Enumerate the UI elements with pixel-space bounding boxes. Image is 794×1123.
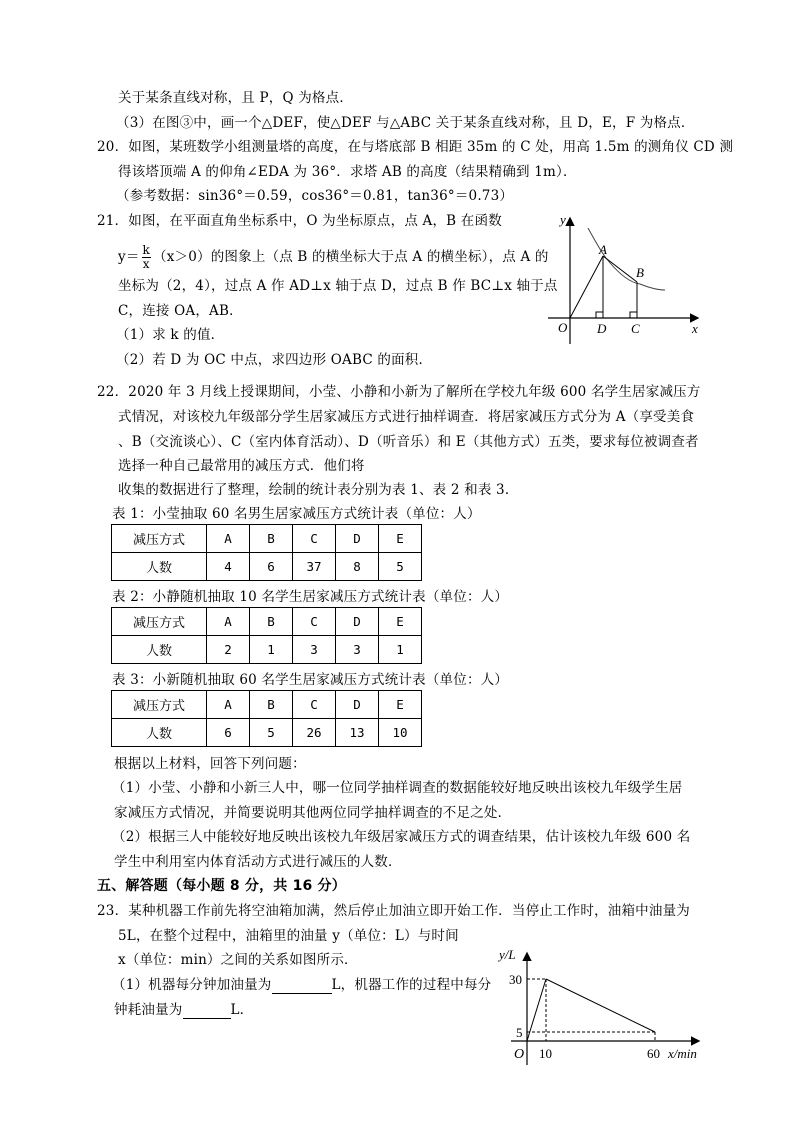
table-row-label: 人数 <box>112 636 207 664</box>
table-cell: 5 <box>379 553 422 581</box>
table-row <box>112 691 422 719</box>
table-1 <box>111 524 422 581</box>
question-20-line: 得该塔顶端 A 的仰角∠EDA 为 36°．求塔 AB 的高度（结果精确到 1m）． <box>118 164 577 180</box>
question-21-line: 坐标为（2，4），过点 A 作 AD⊥x 轴于点 D，过点 B 作 BC⊥x 轴于点 <box>118 278 558 294</box>
question-23-line: 5L，在整个过程中，油箱里的油量 y（单位：L）与时间 <box>118 928 459 944</box>
table-row <box>112 525 422 553</box>
question-22-line: 、B（交流谈心）、C（室内体育活动）、D（听音乐）和 E（其他方式）五类，要求每位被调查者 <box>118 434 699 450</box>
label-A: A <box>599 242 607 257</box>
label-x: x <box>692 321 698 336</box>
table-column-header: B <box>250 608 293 636</box>
table-cell: 13 <box>336 719 379 747</box>
table-cell: 1 <box>250 636 293 664</box>
table-cell: 26 <box>293 719 336 747</box>
table-cell: 2 <box>207 636 250 664</box>
question-21-line <box>118 244 549 271</box>
table-cell: 5 <box>250 719 293 747</box>
tick-label-x-10: 10 <box>539 1046 552 1061</box>
label-D: D <box>597 321 607 336</box>
table-row <box>112 608 422 636</box>
table-cell: 10 <box>379 719 422 747</box>
table-column-header: E <box>379 691 422 719</box>
table-cell: 3 <box>293 636 336 664</box>
question-21-line: 21．如图，在平面直角坐标系中，O 为坐标原点，点 A，B 在函数 <box>97 213 502 229</box>
table-3 <box>111 690 422 747</box>
table-column-header: B <box>250 525 293 553</box>
table-cell: 1 <box>379 636 422 664</box>
tick-label-y-30: 30 <box>509 972 522 987</box>
table-cell: 6 <box>250 553 293 581</box>
table-cell: 4 <box>207 553 250 581</box>
table-cell: 3 <box>336 636 379 664</box>
table-2 <box>111 607 422 664</box>
answer-blank[interactable] <box>183 1004 231 1019</box>
question-23-part-1 <box>112 976 491 994</box>
segment-working <box>546 979 655 1032</box>
table-row <box>112 719 422 747</box>
label-x-axis: x/min <box>668 1046 697 1061</box>
question-22-prompt: 根据以上材料，回答下列问题： <box>114 756 306 772</box>
figure-q23-oil-graph <box>490 940 710 1070</box>
text: L． <box>230 1002 254 1018</box>
section-heading: 五、解答题（每小题 8 分，共 16 分） <box>97 878 346 894</box>
label-C: C <box>631 321 640 336</box>
table-1-caption: 表 1：小莹抽取 60 名男生居家减压方式统计表（单位：人） <box>112 506 481 522</box>
table-3-caption: 表 3：小新随机抽取 60 名学生居家减压方式统计表（单位：人） <box>112 672 509 688</box>
label-origin: O <box>514 1047 525 1062</box>
question-22-line: 式情况，对该校九年级部分学生居家减压方式进行抽样调查．将居家减压方式分为 A（享受美食 <box>118 409 695 425</box>
table-row-label: 人数 <box>112 553 207 581</box>
table-column-header: A <box>207 608 250 636</box>
table-column-header: C <box>293 691 336 719</box>
table-column-header: D <box>336 525 379 553</box>
table-column-header: A <box>207 525 250 553</box>
question-23-line: 23．某种机器工作前先将空油箱加满，然后停止加油立即开始工作．当停止工作时，油箱中油量为 <box>97 903 690 919</box>
fraction-k-over-x <box>142 244 151 271</box>
hyperbola-curve <box>588 228 665 290</box>
table-column-header: C <box>293 608 336 636</box>
table-header-label: 减压方式 <box>112 608 207 636</box>
question-23-line: x（单位：min）之间的关系如图所示． <box>118 952 358 968</box>
label-B: B <box>636 265 644 280</box>
question-22-part-2: （2）根据三人中能较好地反映出该校九年级居家减压方式的调查结果，估计该校九年级 600 名 <box>112 829 691 845</box>
segment-AB <box>603 256 637 282</box>
text: 钟耗油量为 <box>114 1002 183 1018</box>
table-header-label: 减压方式 <box>112 525 207 553</box>
question-23-part-1 <box>114 1001 253 1019</box>
table-cell: 6 <box>207 719 250 747</box>
question-21-part-1: （1）求 k 的值． <box>116 327 225 343</box>
question-22-part-1: 家减压方式情况，并简要说明其他两位同学抽样调查的不足之处． <box>114 805 512 821</box>
question-20-line: 20．如图，某班数学小组测量塔的高度，在与塔底部 B 相距 35m 的 C 处，用高 1.5m 的测角仪 CD 测 <box>97 139 734 155</box>
formula-prefix: y＝ <box>118 249 140 265</box>
question-21-line: C，连接 OA，AB． <box>118 303 243 319</box>
table-column-header: D <box>336 691 379 719</box>
question-22-line: 选择一种自己最常用的减压方式．他们将 <box>118 458 365 474</box>
text: （1）机器每分钟加油量为 <box>112 977 272 993</box>
tick-label-x-60: 60 <box>647 1046 660 1061</box>
fraction-numerator: k <box>142 243 151 257</box>
table-column-header: C <box>293 525 336 553</box>
table-cell: 37 <box>293 553 336 581</box>
question-22-line: 22．2020 年 3 月线上授课期间，小莹、小静和小新为了解所在学校九年级 600 名学生居家减压方 <box>97 384 701 400</box>
table-column-header: A <box>207 691 250 719</box>
figure-q21-coordinate-graph <box>540 205 710 345</box>
question-22-part-1: （1）小莹、小静和小新三人中，哪一位同学抽样调查的数据能较好地反映出该校九年级学生居 <box>112 780 683 796</box>
label-y-axis: y/L <box>499 947 516 962</box>
fraction-denominator: x <box>142 257 150 271</box>
tick-label-y-5: 5 <box>516 1025 523 1040</box>
table-cell: 8 <box>336 553 379 581</box>
table-row <box>112 636 422 664</box>
label-O: O <box>558 320 568 335</box>
right-angle-mark-D <box>596 312 603 318</box>
table-row <box>112 553 422 581</box>
table-row-label: 人数 <box>112 719 207 747</box>
table-header-label: 减压方式 <box>112 691 207 719</box>
question-22-part-2: 学生中利用室内体育活动方式进行减压的人数． <box>114 854 402 870</box>
formula-suffix: （x＞0）的图象上（点 B 的横坐标大于点 A 的横坐标），点 A 的 <box>153 249 549 265</box>
table-column-header: E <box>379 525 422 553</box>
text: L，机器工作的过程中每分 <box>331 977 492 993</box>
label-y: y <box>560 212 566 227</box>
segment-OA <box>570 256 603 318</box>
table-2-caption: 表 2：小静随机抽取 10 名学生居家减压方式统计表（单位：人） <box>112 589 509 605</box>
right-angle-mark-C <box>630 312 637 318</box>
text-line: 关于某条直线对称，且 P，Q 为格点． <box>118 90 354 106</box>
table-column-header: D <box>336 608 379 636</box>
table-column-header: E <box>379 608 422 636</box>
answer-blank[interactable] <box>272 979 332 994</box>
table-column-header: B <box>250 691 293 719</box>
text-line: （3）在图③中，画一个△DEF，使△DEF 与△ABC 关于某条直线对称，且 D，E，F 为格点． <box>116 115 695 131</box>
question-21-part-2: （2）若 D 为 OC 中点，求四边形 OABC 的面积． <box>116 352 433 368</box>
question-22-line: 收集的数据进行了整理，绘制的统计表分别为表 1、表 2 和表 3． <box>118 482 519 498</box>
question-20-reference: （参考数据：sin36°＝0.59，cos36°＝0.81，tan36°＝0.73） <box>116 188 514 204</box>
